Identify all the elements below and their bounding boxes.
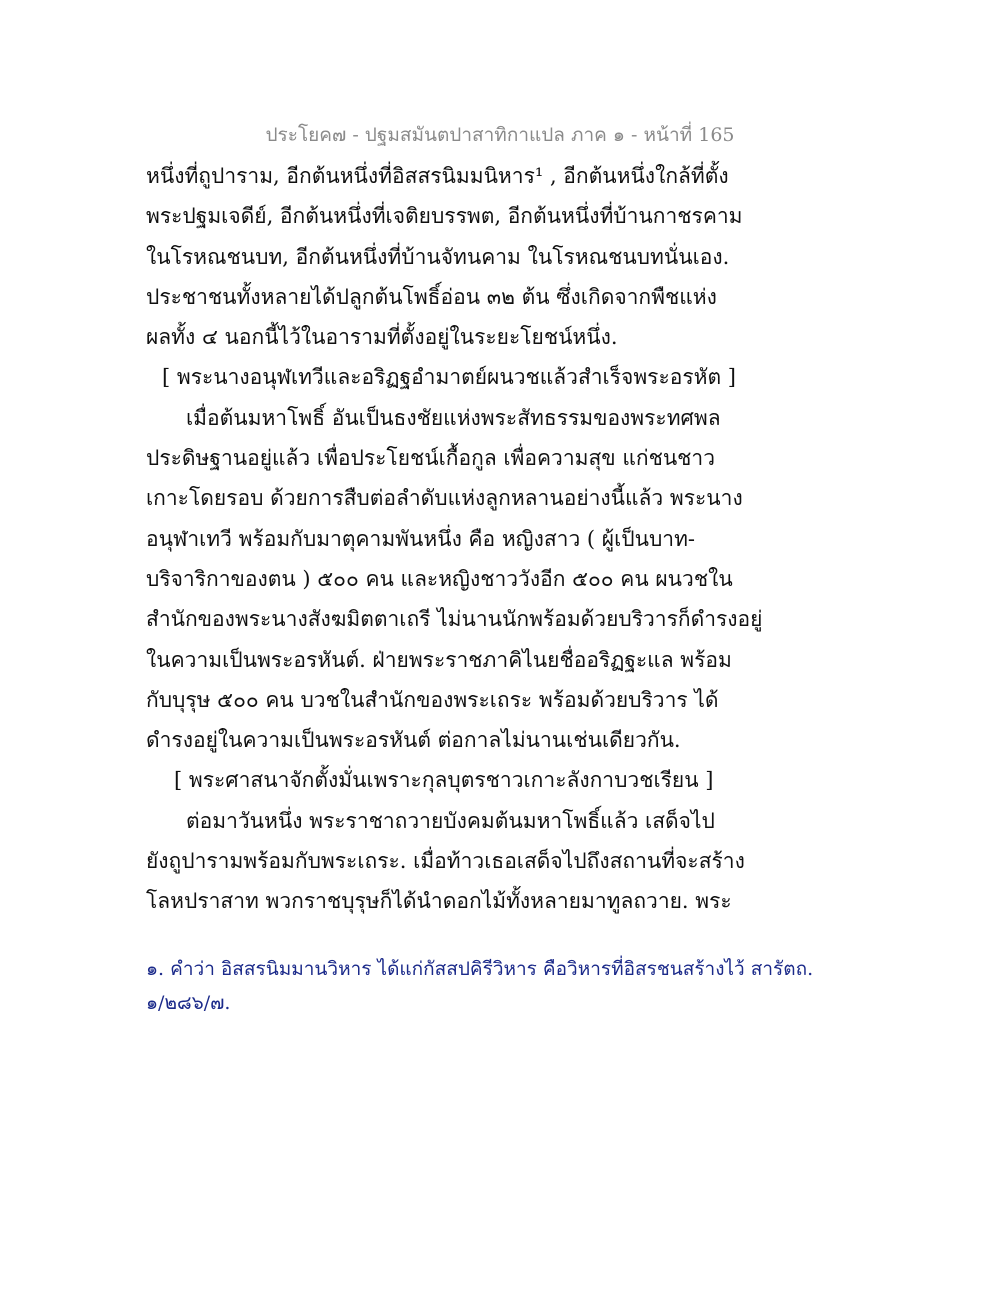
body-line-1: หนึ่งที่ถูปาราม, อีกต้นหนึ่งที่อิสสรนิมมนิหาร¹ , อีกต้นหนึ่งใกล้ที่ตั้ง [146,164,729,188]
body-line-18: ยังถูปารามพร้อมกับพระเถระ. เมื่อท้าวเธอเสด็จไปถึงสถานที่จะสร้าง [146,849,745,874]
body-line-17: ต่อมาวันหนึ่ง พระราชาถวายบังคมต้นมหาโพธิ์แล้ว เสด็จไป [186,808,715,833]
footnote-line-2: ๑/๒๘๖/๗. [146,992,231,1014]
body-line-9: เกาะโดยรอบ ด้วยการสืบต่อลำดับแห่งลูกหลานอย่างนี้แล้ว พระนาง [146,486,743,511]
body-line-7: เมื่อต้นมหาโพธิ์ อันเป็นธงชัยแห่งพระสัทธรรมของพระทศพล [186,405,721,430]
running-header: ประโยค๗ - ปฐมสมันตปาสาทิกาแปล ภาค ๑ - หน้าที่ 165 [265,124,735,146]
body-line-13: ในความเป็นพระอรหันต์. ฝ่ายพระราชภาคิไนยชื่ออริฏฐะแล พร้อม [146,647,732,672]
section-heading-anula-arittha: [ พระนางอนุฬเทวีและอริฏฐอำมาตย์ผนวชแล้วสำเร็จพระอรหัต ] [162,365,736,390]
body-line-3: ในโรหณชนบท, อีกต้นหนึ่งที่บ้านจัทนคาม ในโรหณชนบทนั่นเอง. [146,244,730,269]
body-line-11: บริจาริกาของตน ) ๕๐๐ คน และหญิงชาววังอีก ๕๐๐ คน ผนวชใน [146,566,733,591]
body-line-15: ดำรงอยู่ในความเป็นพระอรหันต์ ต่อกาลไม่นานเช่นเดียวกัน. [146,728,681,753]
body-line-12: สำนักของพระนางสังฆมิตตาเถรี ไม่นานนักพร้อมด้วยบริวารก็ดำรงอยู่ [146,607,763,632]
body-line-2: พระปฐมเจดีย์, อีกต้นหนึ่งที่เจติยบรรพต, อีกต้นหนึ่งที่บ้านกาชรคาม [146,204,743,229]
section-heading-sasana-established: [ พระศาสนาจักตั้งมั่นเพราะกุลบุตรชาวเกาะลังกาบวชเรียน ] [174,768,714,793]
body-line-10: อนุฬาเทวี พร้อมกับมาตุคามพันหนึ่ง คือ หญิงสาว ( ผู้เป็นบาท- [146,526,696,551]
footnote [146,952,866,1020]
body-line-19: โลหปราสาท พวกราชบุรุษก็ได้นำดอกไม้ทั้งหลายมาทูลถวาย. พระ [146,889,732,914]
body-line-14: กับบุรุษ ๕๐๐ คน บวชในสำนักของพระเถระ พร้อมด้วยบริวาร ได้ [146,687,719,712]
body-text [146,156,866,922]
body-line-4: ประชาชนทั้งหลายได้ปลูกต้นโพธิ์อ่อน ๓๒ ต้น ซึ่งเกิดจากพืชแห่ง [146,284,717,309]
body-line-8: ประดิษฐานอยู่แล้ว เพื่อประโยชน์เกื้อกูล เพื่อความสุข แก่ชนชาว [146,446,716,471]
body-line-5: ผลทั้ง ๔ นอกนี้ไว้ในอารามที่ตั้งอยู่ในระยะโยชน์หนึ่ง. [146,325,618,350]
footnote-line-1: ๑. คำว่า อิสสรนิมมานวิหาร ได้แก่กัสสปคิรีวิหาร คือวิหารที่อิสรชนสร้างไว้ สารัตถ. [146,958,814,980]
